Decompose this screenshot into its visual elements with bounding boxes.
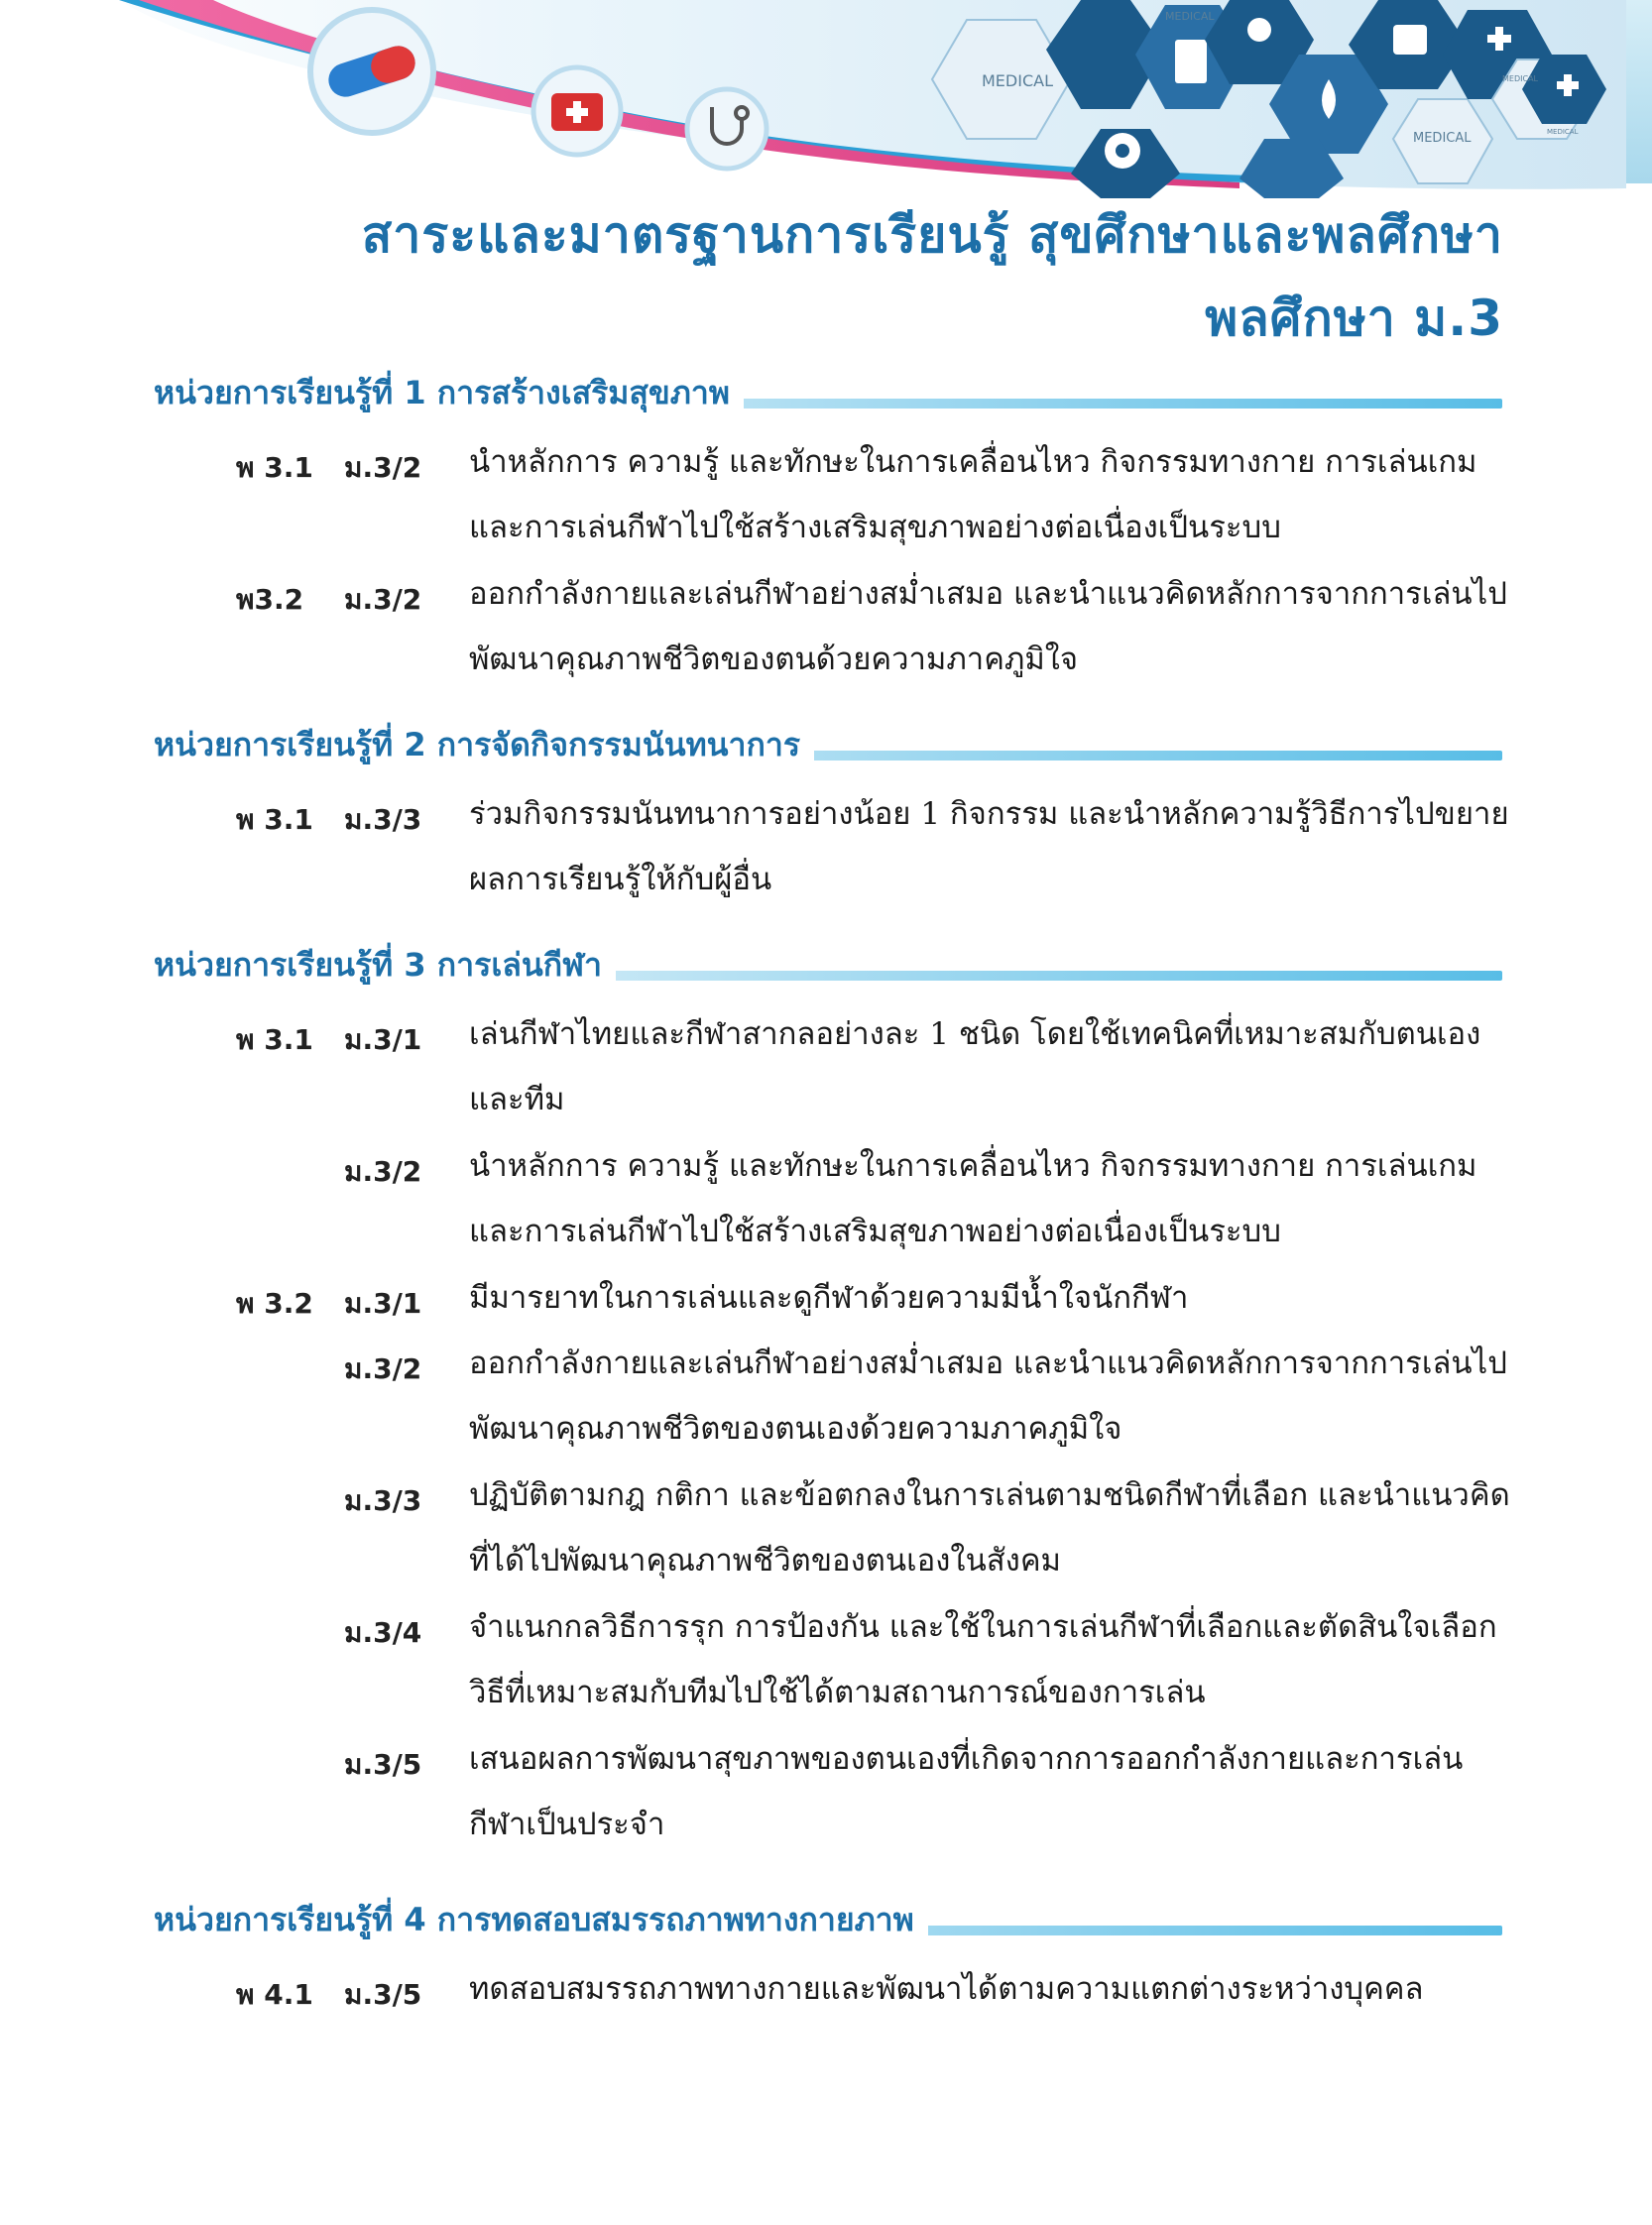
standard-description: นำหลักการ ความรู้ และทักษะในการเคลื่อนไหว กิจกรรมทางกาย การเล่นเกม และการเล่นกีฬาไปใช้สร้างเสริมสุขภาพอย่างต่อเนื่องเป็นระบบ (469, 444, 1477, 545)
indicator-code: ม.3/1 (344, 1287, 422, 1320)
standard-code: พ 3.1 (236, 451, 313, 484)
standard-description: เสนอผลการพัฒนาสุขภาพของตนเองที่เกิดจากการออกกำลังกายและการเล่น กีฬาเป็นประจำ (469, 1741, 1464, 1842)
unit-header-3 (154, 947, 1502, 996)
indicator-code: ม.3/2 (344, 451, 422, 484)
unit-header-2 (154, 727, 1502, 776)
standard-code: พ3.2 (236, 583, 304, 616)
svg-text:MEDICAL: MEDICAL (1502, 74, 1538, 83)
standard-description: นำหลักการ ความรู้ และทักษะในการเคลื่อนไหว กิจกรรมทางกาย การเล่นเกม และการเล่นกีฬาไปใช้สร้างเสริมสุขภาพอย่างต่อเนื่องเป็นระบบ (469, 1148, 1477, 1249)
indicator-code: ม.3/4 (344, 1616, 422, 1649)
unit-header-label: หน่วยการเรียนรู้ที่ 3 การเล่นกีฬา (154, 940, 616, 991)
unit-header-label: หน่วยการเรียนรู้ที่ 1 การสร้างเสริมสุขภาพ (154, 368, 744, 418)
indicator-code: ม.3/5 (344, 1748, 422, 1781)
indicator-code: ม.3/3 (344, 803, 422, 836)
standard-description: มีมารยาทในการเล่นและดูกีฬาด้วยความมีน้ำใจนักกีฬา (469, 1280, 1189, 1316)
header-banner (0, 0, 1652, 198)
svg-text:MEDICAL: MEDICAL (982, 71, 1053, 90)
svg-text:MEDICAL: MEDICAL (1413, 131, 1472, 146)
standard-description: จำแนกกลวิธีการรุก การป้องกัน และใช้ในการเล่นกีฬาที่เลือกและตัดสินใจเลือก วิธีที่เหมาะสมกับทีมไปใช้ได้ตามสถานการณ์ของการเล่น (469, 1609, 1497, 1710)
svg-text:MEDICAL: MEDICAL (1165, 10, 1215, 23)
standard-description: ปฏิบัติตามกฎ กติกา และข้อตกลงในการเล่นตามชนิดกีฬาที่เลือก และนำแนวคิด ที่ได้ไปพัฒนาคุณภาพชีวิตของตนเองในสังคม (469, 1477, 1510, 1579)
indicator-code: ม.3/1 (344, 1023, 422, 1056)
standard-code: พ 3.2 (236, 1287, 313, 1320)
svg-text:MEDICAL: MEDICAL (1547, 128, 1579, 136)
page-subtitle: พลศึกษา ม.3 (1205, 290, 1503, 347)
indicator-code: ม.3/5 (344, 1978, 422, 2011)
standard-code: พ 4.1 (236, 1978, 313, 2011)
unit-header-label: หน่วยการเรียนรู้ที่ 2 การจัดกิจกรรมนันทนาการ (154, 720, 814, 770)
pill-icon (310, 10, 433, 133)
unit-header-4 (154, 1902, 1502, 1951)
standard-description: ทดสอบสมรรถภาพทางกายและพัฒนาได้ตามความแตกต่างระหว่างบุคคล (469, 1971, 1424, 2007)
standard-description: ร่วมกิจกรรมนันทนาการอย่างน้อย 1 กิจกรรม และนำหลักความรู้วิธีการไปขยาย ผลการเรียนรู้ให้กับผู้อื่น (469, 796, 1509, 897)
page-edge-strip (1626, 0, 1652, 183)
indicator-code: ม.3/3 (344, 1484, 422, 1517)
indicator-code: ม.3/2 (344, 1352, 422, 1385)
stethoscope-icon (687, 89, 767, 169)
standard-description: ออกกำลังกายและเล่นกีฬาอย่างสม่ำเสมอ และนำแนวคิดหลักการจากการเล่นไป พัฒนาคุณภาพชีวิตของตนเองด้วยความภาคภูมิใจ (469, 1346, 1507, 1447)
standard-code: พ 3.1 (236, 1023, 313, 1056)
standard-description: เล่นกีฬาไทยและกีฬาสากลอย่างละ 1 ชนิด โดยใช้เทคนิคที่เหมาะสมกับตนเอง และทีม (469, 1016, 1481, 1117)
first-aid-icon (533, 67, 621, 155)
unit-header-label: หน่วยการเรียนรู้ที่ 4 การทดสอบสมรรถภาพทางกายภาพ (154, 1895, 928, 1945)
indicator-code: ม.3/2 (344, 583, 422, 616)
indicator-code: ม.3/2 (344, 1155, 422, 1188)
standard-code: พ 3.1 (236, 803, 313, 836)
unit-header-1 (154, 375, 1502, 424)
page-title: สาระและมาตรฐานการเรียนรู้ สุขศึกษาและพลศึกษา (361, 206, 1503, 264)
standard-description: ออกกำลังกายและเล่นกีฬาอย่างสม่ำเสมอ และนำแนวคิดหลักการจากการเล่นไป พัฒนาคุณภาพชีวิตของตนด้วยความภาคภูมิใจ (469, 576, 1507, 677)
